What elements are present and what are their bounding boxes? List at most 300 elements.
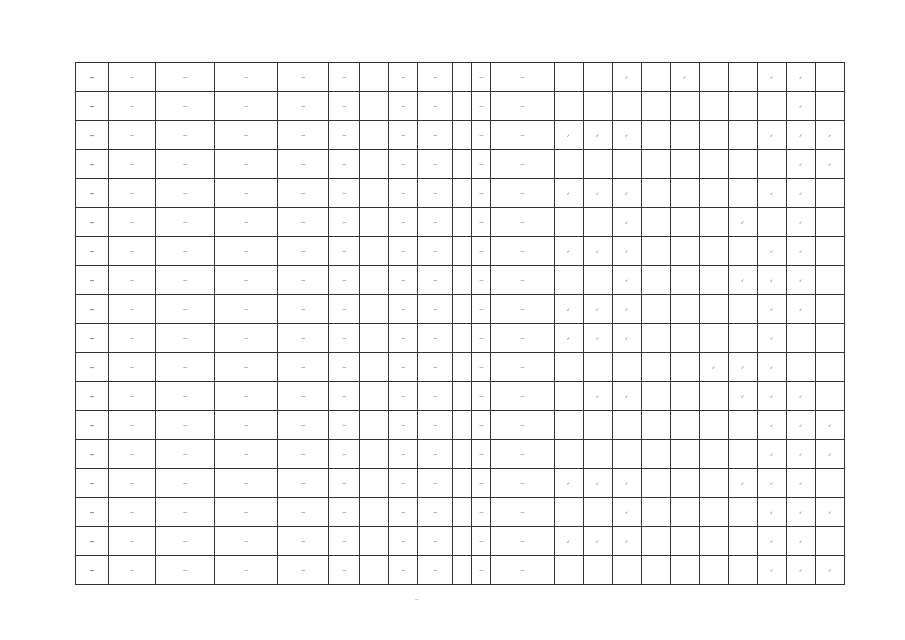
developer-cell: — xyxy=(329,382,360,411)
check-cell xyxy=(815,92,844,121)
check-cell xyxy=(641,498,670,527)
row-number-cell: — xyxy=(76,208,109,237)
check-mark-icon: ✓ xyxy=(595,538,600,544)
check-cell xyxy=(786,179,815,208)
developer-cell: — xyxy=(329,295,360,324)
check-cell xyxy=(815,179,844,208)
floors-cell: — xyxy=(472,353,491,382)
check-cell xyxy=(670,440,699,469)
check-cell xyxy=(728,498,757,527)
check-cell xyxy=(554,469,583,498)
area-cell: — xyxy=(418,208,453,237)
check-cell xyxy=(757,295,786,324)
municipality-cell: — xyxy=(156,556,215,585)
address-cell: — xyxy=(215,469,278,498)
building-id-cell: — xyxy=(278,92,329,121)
check-mark-icon: ✓ xyxy=(740,480,745,486)
check-cell xyxy=(612,527,641,556)
check-mark-icon: ✓ xyxy=(769,190,774,196)
floors-cell: — xyxy=(472,237,491,266)
check-mark-icon: ✓ xyxy=(769,451,774,457)
check-cell xyxy=(583,266,612,295)
check-cell xyxy=(583,556,612,585)
table-row xyxy=(76,208,845,237)
developer-cell: — xyxy=(329,266,360,295)
table-row xyxy=(76,556,845,585)
municipality-cell: — xyxy=(156,527,215,556)
year-cell: — xyxy=(389,63,418,92)
area-cell: — xyxy=(418,527,453,556)
check-cell xyxy=(786,382,815,411)
check-cell xyxy=(583,440,612,469)
check-cell xyxy=(699,527,728,556)
building-id-cell: — xyxy=(278,63,329,92)
district-cell: — xyxy=(109,440,156,469)
check-mark-icon: ✓ xyxy=(624,538,629,544)
check-mark-icon: ✓ xyxy=(828,422,832,428)
year-cell: — xyxy=(389,469,418,498)
check-cell xyxy=(757,469,786,498)
check-cell xyxy=(612,353,641,382)
empty-cell xyxy=(360,353,389,382)
check-mark-icon: ✓ xyxy=(799,422,803,428)
check-mark-icon: ✓ xyxy=(769,277,774,283)
check-cell xyxy=(554,63,583,92)
check-cell xyxy=(554,411,583,440)
check-cell xyxy=(641,411,670,440)
check-cell xyxy=(757,440,786,469)
empty-cell xyxy=(453,469,472,498)
building-id-cell: — xyxy=(278,150,329,179)
check-cell xyxy=(641,121,670,150)
municipality-cell: — xyxy=(156,208,215,237)
check-cell xyxy=(583,92,612,121)
district-cell: — xyxy=(109,353,156,382)
check-mark-icon: ✓ xyxy=(828,451,832,457)
check-cell xyxy=(815,208,844,237)
check-cell xyxy=(699,92,728,121)
developer-cell: — xyxy=(329,237,360,266)
address-cell: — xyxy=(215,382,278,411)
developer-cell: — xyxy=(329,469,360,498)
check-mark-icon: ✓ xyxy=(595,132,600,138)
district-cell: — xyxy=(109,63,156,92)
check-cell xyxy=(815,266,844,295)
building-id-cell: — xyxy=(278,353,329,382)
address-cell: — xyxy=(215,295,278,324)
empty-cell xyxy=(360,208,389,237)
check-cell xyxy=(670,556,699,585)
check-cell xyxy=(815,440,844,469)
empty-cell xyxy=(453,266,472,295)
check-mark-icon: ✓ xyxy=(740,393,745,399)
works-cell: — xyxy=(491,121,554,150)
table-row xyxy=(76,150,845,179)
check-mark-icon: ✓ xyxy=(566,132,571,138)
works-cell: — xyxy=(491,150,554,179)
municipality-cell: — xyxy=(156,63,215,92)
check-mark-icon: ✓ xyxy=(769,538,774,544)
empty-cell xyxy=(453,556,472,585)
row-number-cell: — xyxy=(76,411,109,440)
table-row xyxy=(76,382,845,411)
registry-table-body xyxy=(76,63,845,585)
check-cell xyxy=(554,208,583,237)
check-cell xyxy=(757,179,786,208)
empty-cell xyxy=(360,498,389,527)
check-mark-icon: ✓ xyxy=(566,480,571,486)
check-cell xyxy=(699,469,728,498)
check-cell xyxy=(786,208,815,237)
row-number-cell: — xyxy=(76,237,109,266)
check-cell xyxy=(612,324,641,353)
check-cell xyxy=(612,295,641,324)
address-cell: — xyxy=(215,92,278,121)
check-cell xyxy=(757,324,786,353)
empty-cell xyxy=(453,295,472,324)
check-cell xyxy=(699,179,728,208)
check-cell xyxy=(583,63,612,92)
district-cell: — xyxy=(109,324,156,353)
check-mark-icon: ✓ xyxy=(624,74,629,80)
floors-cell: — xyxy=(472,179,491,208)
check-cell xyxy=(728,324,757,353)
check-mark-icon: ✓ xyxy=(566,335,571,341)
check-cell xyxy=(583,498,612,527)
table-row xyxy=(76,411,845,440)
check-cell xyxy=(583,411,612,440)
check-mark-icon: ✓ xyxy=(769,393,774,399)
check-cell xyxy=(583,121,612,150)
district-cell: — xyxy=(109,208,156,237)
check-cell xyxy=(583,237,612,266)
check-cell xyxy=(728,353,757,382)
check-cell xyxy=(612,179,641,208)
check-cell xyxy=(728,469,757,498)
check-mark-icon: ✓ xyxy=(769,509,774,515)
address-cell: — xyxy=(215,237,278,266)
address-cell: — xyxy=(215,121,278,150)
empty-cell xyxy=(453,353,472,382)
check-mark-icon: ✓ xyxy=(740,364,745,370)
check-mark-icon: ✓ xyxy=(624,248,629,254)
check-cell xyxy=(699,411,728,440)
floors-cell: — xyxy=(472,63,491,92)
district-cell: — xyxy=(109,469,156,498)
check-cell xyxy=(815,411,844,440)
check-mark-icon: ✓ xyxy=(624,306,629,312)
check-cell xyxy=(786,353,815,382)
area-cell: — xyxy=(418,382,453,411)
check-mark-icon: ✓ xyxy=(799,248,803,254)
check-cell xyxy=(815,556,844,585)
check-cell xyxy=(670,295,699,324)
address-cell: — xyxy=(215,324,278,353)
check-cell xyxy=(670,237,699,266)
check-cell xyxy=(786,498,815,527)
check-cell xyxy=(641,353,670,382)
table-row xyxy=(76,353,845,382)
check-cell xyxy=(670,411,699,440)
works-cell: — xyxy=(491,237,554,266)
check-mark-icon: ✓ xyxy=(799,190,803,196)
check-mark-icon: ✓ xyxy=(566,538,571,544)
check-cell xyxy=(699,556,728,585)
district-cell: — xyxy=(109,498,156,527)
registry-table xyxy=(75,62,845,585)
year-cell: — xyxy=(389,208,418,237)
check-cell xyxy=(612,121,641,150)
empty-cell xyxy=(360,556,389,585)
check-mark-icon: ✓ xyxy=(828,132,832,138)
row-number-cell: — xyxy=(76,150,109,179)
municipality-cell: — xyxy=(156,324,215,353)
check-cell xyxy=(728,382,757,411)
year-cell: — xyxy=(389,295,418,324)
check-mark-icon: ✓ xyxy=(595,393,600,399)
table-row xyxy=(76,295,845,324)
check-cell xyxy=(728,527,757,556)
check-cell xyxy=(554,498,583,527)
check-mark-icon: ✓ xyxy=(624,335,629,341)
municipality-cell: — xyxy=(156,382,215,411)
works-cell: — xyxy=(491,556,554,585)
check-mark-icon: ✓ xyxy=(595,306,600,312)
check-cell xyxy=(583,324,612,353)
check-cell xyxy=(757,63,786,92)
year-cell: — xyxy=(389,179,418,208)
check-mark-icon: ✓ xyxy=(624,277,629,283)
row-number-cell: — xyxy=(76,121,109,150)
table-row xyxy=(76,498,845,527)
row-number-cell: — xyxy=(76,353,109,382)
floors-cell: — xyxy=(472,411,491,440)
developer-cell: — xyxy=(329,324,360,353)
area-cell: — xyxy=(418,150,453,179)
floors-cell: — xyxy=(472,382,491,411)
check-mark-icon: ✓ xyxy=(595,480,600,486)
row-number-cell: — xyxy=(76,324,109,353)
row-number-cell: — xyxy=(76,527,109,556)
works-cell: — xyxy=(491,440,554,469)
table-row xyxy=(76,469,845,498)
check-cell xyxy=(757,382,786,411)
area-cell: — xyxy=(418,295,453,324)
check-cell xyxy=(612,92,641,121)
check-mark-icon: ✓ xyxy=(799,219,803,225)
empty-cell xyxy=(360,527,389,556)
check-cell xyxy=(757,353,786,382)
table-row xyxy=(76,121,845,150)
check-cell xyxy=(612,237,641,266)
check-cell xyxy=(699,353,728,382)
check-cell xyxy=(699,150,728,179)
works-cell: — xyxy=(491,63,554,92)
check-cell xyxy=(786,92,815,121)
table-row xyxy=(76,527,845,556)
empty-cell xyxy=(453,527,472,556)
check-cell xyxy=(699,324,728,353)
address-cell: — xyxy=(215,556,278,585)
check-cell xyxy=(641,179,670,208)
check-cell xyxy=(786,556,815,585)
year-cell: — xyxy=(389,266,418,295)
check-mark-icon: ✓ xyxy=(799,393,803,399)
address-cell: — xyxy=(215,179,278,208)
check-cell xyxy=(699,266,728,295)
check-mark-icon: ✓ xyxy=(624,219,629,225)
check-cell xyxy=(757,527,786,556)
address-cell: — xyxy=(215,498,278,527)
check-cell xyxy=(757,237,786,266)
check-cell xyxy=(786,469,815,498)
municipality-cell: — xyxy=(156,295,215,324)
row-number-cell: — xyxy=(76,179,109,208)
check-cell xyxy=(583,150,612,179)
table-row xyxy=(76,179,845,208)
works-cell: — xyxy=(491,324,554,353)
row-number-cell: — xyxy=(76,498,109,527)
check-mark-icon: ✓ xyxy=(624,480,629,486)
check-mark-icon: ✓ xyxy=(740,277,745,283)
year-cell: — xyxy=(389,498,418,527)
developer-cell: — xyxy=(329,150,360,179)
check-cell xyxy=(583,469,612,498)
floors-cell: — xyxy=(472,150,491,179)
district-cell: — xyxy=(109,121,156,150)
district-cell: — xyxy=(109,179,156,208)
address-cell: — xyxy=(215,527,278,556)
check-cell xyxy=(641,469,670,498)
check-mark-icon: ✓ xyxy=(566,190,571,196)
check-cell xyxy=(583,208,612,237)
check-mark-icon: ✓ xyxy=(799,509,803,515)
check-cell xyxy=(554,179,583,208)
check-cell xyxy=(815,237,844,266)
check-mark-icon: ✓ xyxy=(799,567,803,573)
works-cell: — xyxy=(491,266,554,295)
works-cell: — xyxy=(491,295,554,324)
district-cell: — xyxy=(109,150,156,179)
area-cell: — xyxy=(418,324,453,353)
check-mark-icon: ✓ xyxy=(595,190,600,196)
check-mark-icon: ✓ xyxy=(624,393,629,399)
building-id-cell: — xyxy=(278,440,329,469)
check-cell xyxy=(670,498,699,527)
developer-cell: — xyxy=(329,63,360,92)
check-cell xyxy=(786,121,815,150)
check-cell xyxy=(554,150,583,179)
check-cell xyxy=(612,382,641,411)
check-mark-icon: ✓ xyxy=(595,335,600,341)
empty-cell xyxy=(360,63,389,92)
check-cell xyxy=(757,266,786,295)
check-cell xyxy=(728,556,757,585)
floors-cell: — xyxy=(472,527,491,556)
empty-cell xyxy=(360,150,389,179)
works-cell: — xyxy=(491,498,554,527)
floors-cell: — xyxy=(472,266,491,295)
check-mark-icon: ✓ xyxy=(769,567,774,573)
floors-cell: — xyxy=(472,469,491,498)
check-cell xyxy=(641,527,670,556)
check-cell xyxy=(554,295,583,324)
check-mark-icon: ✓ xyxy=(799,132,803,138)
check-mark-icon: ✓ xyxy=(769,422,774,428)
check-cell xyxy=(554,324,583,353)
check-cell xyxy=(815,498,844,527)
municipality-cell: — xyxy=(156,353,215,382)
check-cell xyxy=(670,150,699,179)
check-mark-icon: ✓ xyxy=(769,248,774,254)
empty-cell xyxy=(360,179,389,208)
check-cell xyxy=(728,411,757,440)
check-cell xyxy=(757,92,786,121)
empty-cell xyxy=(360,266,389,295)
row-number-cell: — xyxy=(76,556,109,585)
check-cell xyxy=(670,179,699,208)
check-cell xyxy=(554,382,583,411)
area-cell: — xyxy=(418,498,453,527)
building-id-cell: — xyxy=(278,556,329,585)
check-mark-icon: ✓ xyxy=(799,480,803,486)
floors-cell: — xyxy=(472,208,491,237)
building-id-cell: — xyxy=(278,498,329,527)
check-cell xyxy=(670,527,699,556)
building-id-cell: — xyxy=(278,237,329,266)
check-cell xyxy=(641,208,670,237)
check-cell xyxy=(728,63,757,92)
table-row xyxy=(76,324,845,353)
check-cell xyxy=(612,556,641,585)
check-cell xyxy=(815,353,844,382)
area-cell: — xyxy=(418,237,453,266)
check-mark-icon: ✓ xyxy=(769,364,774,370)
check-cell xyxy=(554,353,583,382)
check-cell xyxy=(554,121,583,150)
check-cell xyxy=(757,121,786,150)
check-mark-icon: ✓ xyxy=(828,567,832,573)
check-mark-icon: ✓ xyxy=(769,480,774,486)
check-cell xyxy=(641,150,670,179)
building-id-cell: — xyxy=(278,382,329,411)
check-cell xyxy=(612,266,641,295)
check-mark-icon: ✓ xyxy=(799,161,803,167)
check-mark-icon: ✓ xyxy=(769,335,774,341)
empty-cell xyxy=(453,440,472,469)
district-cell: — xyxy=(109,527,156,556)
check-cell xyxy=(641,556,670,585)
year-cell: — xyxy=(389,411,418,440)
check-cell xyxy=(612,150,641,179)
check-cell xyxy=(670,469,699,498)
empty-cell xyxy=(453,324,472,353)
building-id-cell: — xyxy=(278,179,329,208)
check-cell xyxy=(815,469,844,498)
check-cell xyxy=(757,556,786,585)
check-cell xyxy=(612,440,641,469)
developer-cell: — xyxy=(329,353,360,382)
table-row xyxy=(76,440,845,469)
check-cell xyxy=(699,382,728,411)
check-cell xyxy=(786,237,815,266)
area-cell: — xyxy=(418,353,453,382)
area-cell: — xyxy=(418,556,453,585)
municipality-cell: — xyxy=(156,411,215,440)
check-cell xyxy=(699,63,728,92)
developer-cell: — xyxy=(329,527,360,556)
check-mark-icon: ✓ xyxy=(799,103,803,109)
